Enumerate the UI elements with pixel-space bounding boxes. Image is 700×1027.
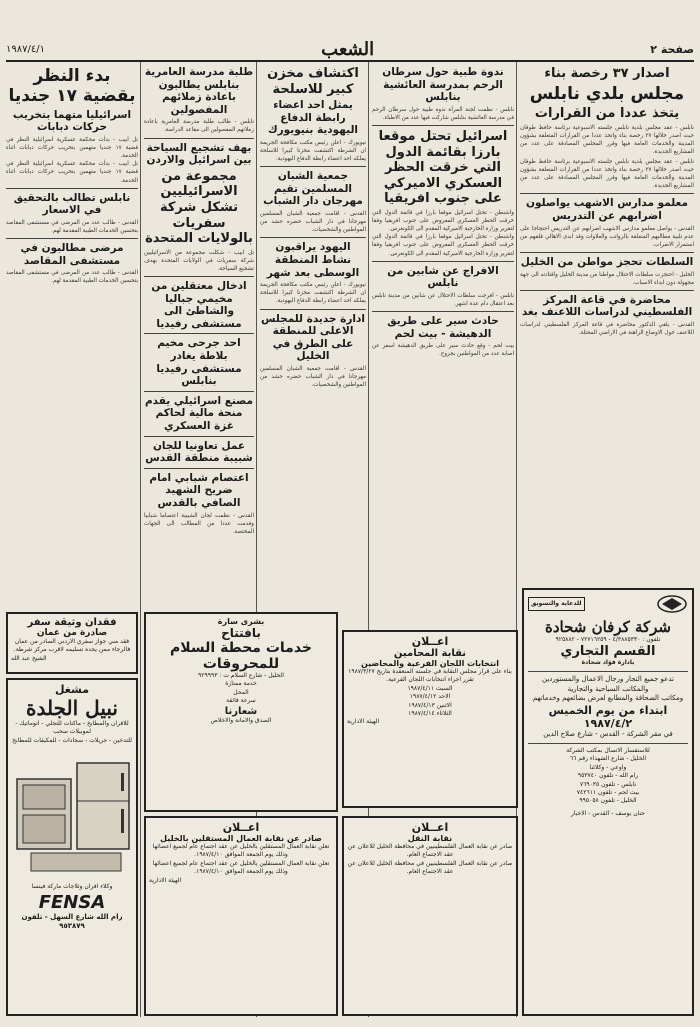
divider <box>372 311 514 312</box>
article-body: نيويورك - اعلن رئيس مكتب مكافحة الجريمة ان الشرطة اكتشفت مخزنا كبيرا للاسلحة يملكه احد اعضاء رابطة الدفاع اليهودية. <box>260 139 366 163</box>
company-offer: ومكاتب الصحافة والمطابع لعرض بضائعهم وخدماتهم <box>532 694 684 703</box>
divider <box>144 436 254 437</box>
article-headline: اسرائيل تحتل موقعا بارزا بقائمة الدول التي خرقت الحظر العسكري الاميركي على جنوب افريقيا <box>378 129 508 207</box>
notice-body: تعلن نقابة العمال المستقلين بالخليل عن عقد اجتماع عام لجميع اعضائها وذلك يوم الجمعة الموافق ١٩٨٧/٤/١٠. <box>152 843 330 859</box>
company-office-item: بيت لحم - تلفون ٧٤٢٦١١ <box>576 788 640 796</box>
ad-title: مشغل <box>54 683 90 696</box>
ad-title: فقدان وثيقة سفر <box>27 617 117 628</box>
article-headline: ادارة جديدة للمجلس الاعلى للمنطقة على الطرق في الخليل <box>261 312 365 363</box>
article-headline: بهف تشجيع السياحة بين اسرائيل والاردن <box>146 141 252 167</box>
notice-body: صادر عن نقابة العمال الفلسطينيين في محافظة الخليل للاعلان عن عقد الاجتماع العام. <box>347 859 513 876</box>
article-headline: ادخال معتقلين من مخيمي جباليا والشاطئ الى مستشفى رفيديا <box>151 280 247 330</box>
column-divider <box>140 62 141 1017</box>
notice-org: نقابة النقل <box>407 834 453 843</box>
ad-badge: للدعاية والتسويق <box>528 597 585 611</box>
workshop-ad <box>6 678 138 1016</box>
divider <box>372 261 514 262</box>
center-left-column <box>260 64 366 624</box>
notice-item: الثلاثاء ١٩٨٧/٤/١٤ <box>408 709 452 717</box>
article-body: تل ابيب - شكلت مجموعة من الاسرائيليين شركة سفريات في الولايات المتحدة بهدف تشجيع السياحة. <box>144 249 254 272</box>
article-headline: الافراج عن شابين من نابلس <box>387 264 499 290</box>
lawyers-union-notice <box>342 630 518 808</box>
article-headline: محاضرة في قاعة المركز الفلسطيني لدراسات اللاعنف بغد <box>521 293 693 319</box>
ad-service: المحل <box>233 688 249 696</box>
lost-document-ad <box>6 612 138 674</box>
ad-signature: الشيخ عبد الله <box>11 654 47 662</box>
company-manager: بادارة فؤاد شحادة <box>581 659 635 667</box>
page-number: صفحة ٢ <box>650 42 694 56</box>
divider <box>144 138 254 139</box>
article-headline: اليهود يراقبون نشاط المنطقة الوسطى بعد شهر <box>266 241 360 279</box>
article-headline: معلمو مدارس الاشهب يواصلون اضرابهم عن التدريس <box>526 197 688 223</box>
ad-subtitle: صادرة من عمان <box>36 628 108 638</box>
company-event: ابتداء من يوم الخميس ١٩٨٧/٤/٢ <box>548 704 668 731</box>
article-headline: ندوة طبية حول سرطان الرحم بمدرسة العائشية بنابلس <box>382 66 504 104</box>
masthead: الشعب <box>321 38 375 60</box>
left-column <box>6 64 138 604</box>
divider <box>372 125 514 126</box>
article-headline: مرضى مطالبون في مستشفى المقاصد <box>20 242 124 267</box>
company-office-item: الخليل - تلفون ٩٩٥٠٥٨ <box>579 797 637 805</box>
center-right-column <box>372 64 514 624</box>
notice-title: اعــلان <box>222 821 260 834</box>
notice-title: اعــلان <box>411 635 449 648</box>
article-body: تل ابيب - بدأت محكمة عسكرية اسرائيلية النظر في قضية ١٧ جنديا متهمين بتخريب حركات دبابات اثناء الخدمة. <box>6 136 138 160</box>
article-headline: احد جرحى مخيم بلاطة يغادر مستشفى رفيديا بنابلس <box>156 337 242 388</box>
ad-header <box>528 594 688 614</box>
article-headline: نابلس تطالب بالتحقيق في الاسعار <box>13 191 131 217</box>
workers-union-notice <box>144 816 338 1016</box>
divider <box>6 188 138 189</box>
transport-union-notice <box>342 816 518 1016</box>
appliance-illustration <box>11 749 135 879</box>
notice-sign: الهيئة الادارية <box>149 876 182 884</box>
ad-business-name: نبيل الجلدة <box>26 696 118 720</box>
company-office-item: نابلس - تلفون ٧٦٩٠٣٥ <box>579 780 637 788</box>
article-headline: جمعية الشبان المسلمين تقيم مهرجان دار الشباب <box>263 170 363 208</box>
article-body: القدس - اقامت جمعية الشبان المسلمين مهرجانا في دار الشباب حضره حشد من المواطنين والشخصيات. <box>260 211 366 234</box>
divider <box>144 468 254 469</box>
company-contact: للاستفسار الاتصال بمكتب الشركة <box>566 746 650 754</box>
article-headline: طلبة مدرسة العامرية بنابلس يطالبون باعادة زملائهم المفصولين <box>144 66 254 116</box>
left-mid-column <box>144 64 254 624</box>
divider <box>6 238 138 239</box>
divider <box>528 671 688 672</box>
notice-sign: الهيئة الادارية <box>347 718 380 726</box>
notice-title: اعــلان <box>411 821 449 834</box>
article-headline: اكتشاف مخزن كبير للاسلحة <box>267 66 359 97</box>
company-phones: تلفون : ٤/٣٨٨٥٣٣٠ - ٧٢٧١٦٢٥٩ - ٩٢٥٨٨٢ <box>555 636 661 643</box>
ad-slogan: الصدق والامانة والاخلاص <box>210 716 272 724</box>
notice-body: تعلن نقابة العمال المستقلين بالخليل عن عقد اجتماع عام لجميع اعضائها وذلك يوم الجمعة الموافق ١٩٨٧/٤/١٠. <box>152 859 330 876</box>
article-body: القدس - اقامت جمعية الشبان المسلمين مهرجانا في دار الشباب حضره حشد من المواطنين والشخصيات. <box>260 365 366 389</box>
article-headline: يتخذ عددا من القرارات <box>534 105 680 121</box>
notice-org: صادر عن نقابة العمال المستقلين بالخليل <box>160 834 322 843</box>
divider <box>520 252 694 253</box>
divider <box>144 333 254 334</box>
article-body: نابلس - نظمت لجنة المرأة ندوة طبية حول سرطان الرحم في مدرسة العائشية بنابلس شاركت فيها عدد من الاطباء. <box>372 106 514 121</box>
article-headline: السلطات تحجز مواطن من الخليل <box>520 255 694 268</box>
article-headline: بدء النظر بقضية ١٧ جنديا <box>8 66 136 107</box>
article-body: القدس - طالب عدد من المرضى في مستشفى المقاصد بتحسين الخدمات الطبية المقدمة لهم. <box>6 219 138 234</box>
company-offer: تدعو جميع التجار ورجال الاعمال والمستوردين والمكاتب السياحية والتجارية <box>542 674 674 693</box>
divider <box>520 193 694 194</box>
ad-title: بشرى سارة <box>217 617 265 626</box>
article-body: نابلس - عقد مجلس بلدية نابلس جلسته الاسبوعية برئاسة حافظ طوقان حيث اصدر خلالها ٣٧ رخصة بناء واتخذ عددا من القرارات المتعلقة بشؤون المدينة والخدمات العامة فيها وقرر المجلس المصادقة على عدد من المشاريع الجديدة. <box>520 159 694 190</box>
article-headline: مصنع اسرائيلي يقدم منحة مالية لحاكم غزة العسكري <box>144 394 254 433</box>
article-body: نابلس - طالب طلبة مدرسة العامرية باعادة زملائهم المفصولين الى مقاعد الدراسة. <box>144 119 254 134</box>
notice-item: السبت ١٩٨٧/٤/١١ <box>407 684 453 692</box>
ad-service: سرعة فائقة <box>226 697 256 705</box>
ad-slogan-title: شعارنا <box>224 705 258 717</box>
article-headline: مجموعة من الاسرائيليين تشكل شركة سفريات بالولايات المتحدة <box>145 168 253 247</box>
divider <box>144 391 254 392</box>
article-body: القدس - نظمت لجان الشبيبة اعتصاما شبابيا وقدمت عددا من المطالب الى الجهات المختصة. <box>144 512 254 535</box>
article-headline: اسرائيليا متهما بتخريب حركات دبابات <box>12 108 132 134</box>
notice-body: صادر عن نقابة العمال الفلسطينيين في محافظة الخليل للاعلان عن عقد الاجتماع العام. <box>347 843 513 859</box>
article-body: واشنطن - تحتل اسرائيل موقعا بارزا في قائمة الدول التي خرقت الحظر العسكري المفروض على جنوب افريقيا وفقا لتقرير وزارة الخارجية الاميركية المقدم الى الكونغرس. <box>372 209 514 233</box>
company-branch: القسم التجاري <box>560 644 656 660</box>
ad-text: للافران والمطابخ - ماكنات للتجلي - اتوماتيك - لموبيلات سحب <box>15 720 129 736</box>
company-footer: حنان يوسف - القدس - الاخبار <box>571 809 645 817</box>
article-headline: عمل تعاونيا للجان شبيبة منطقة القدس <box>145 439 253 465</box>
notice-body: بناء على قرار مجلس النقابة في جلسته المنعقدة بتاريخ ١٩٨٧/٣/٢٧ تقرر اجراء انتخابات اللجان الفرعية. <box>348 668 512 684</box>
issue-date: ١٩٨٧/٤/١ <box>6 43 45 55</box>
right-column <box>520 64 694 584</box>
ad-text: فقد مني جواز سفري الاردني الصادر من عمان فالرجاء ممن يجده تسليمه لاقرب مركز شرطة. <box>13 638 131 654</box>
ad-text: للتدخين - جريلات - سجادات - للمكيفات للمطابخ <box>12 736 132 744</box>
notice-subject: انتخابات اللجان الفرعية والمحاضين <box>361 659 499 668</box>
article-headline: مجلس بلدي نابلس <box>529 83 685 104</box>
ad-location: الخليل - شارع السلام ت : ٩٢٩٩٩٣ <box>198 672 284 679</box>
article-headline: اصدار ٣٧ رخصة بناء <box>544 66 670 81</box>
notice-org: نقابة المحامين <box>393 648 467 659</box>
article-body: الخليل - احتجزت سلطات الاحتلال مواطنا من مدينة الخليل واقتادته الى جهة مجهولة دون ابداء الاسباب. <box>520 271 694 286</box>
company-offices: واوعي - وكلائنا <box>589 763 627 771</box>
ad-service: خدمة ممتازة <box>225 680 257 688</box>
shehadeh-company-ad <box>522 588 694 1016</box>
divider <box>260 237 366 238</box>
divider <box>144 276 254 277</box>
page-header <box>6 38 694 62</box>
divider <box>520 290 694 291</box>
ad-agent-line: وكلاء افران وثلاجات ماركة فينسا <box>31 883 113 891</box>
ad-phone: رام الله شارع السهل - تلفون ٩٥٣٨٧٩ <box>21 912 123 931</box>
company-event-location: في مقر الشركة - القدس - شارع صلاح الدين <box>543 730 673 739</box>
divider <box>528 743 688 744</box>
company-office-item: رام الله - تلفون ٩٥٣٧٤٠ <box>577 772 639 780</box>
company-logo-icon <box>656 594 688 614</box>
article-body: نابلس - افرجت سلطات الاحتلال عن شابين من مدينة نابلس بعد اعتقال دام عدة اشهر. <box>372 292 514 307</box>
article-headline: اعتصام شبابي امام ضريح الشهيد الصافي بالقدس <box>149 471 249 509</box>
article-body: نابلس - عقد مجلس بلدية نابلس جلسته الاسبوعية برئاسة حافظ طوقان حيث اصدر خلالها ٣٧ رخصة بناء واتخذ عددا من القرارات المتعلقة بشؤون المدينة والخدمات العامة فيها وقرر المجلس المصادقة على عدد من المشاريع الجديدة. <box>520 124 694 155</box>
article-headline: حادث سير على طريق الدهيشة - بيت لحم <box>387 315 499 340</box>
brand-logo: FENSA <box>38 891 106 913</box>
article-headline: يمثل احد اعضاء رابطة الدفاع اليهودية بنيويورك <box>268 99 358 137</box>
article-body: القدس - يواصل معلمو مدارس الاشهب اضرابهم عن التدريس احتجاجا على عدم تلبية مطالبهم المتعلقة بالرواتب والعلاوات وقد ابدى الاهالي قلقهم من استمرار الاضراب. <box>520 225 694 248</box>
notice-item: الاحد ١٩٨٧/٤/١٢ <box>409 693 451 701</box>
article-body: واشنطن - تحتل اسرائيل موقعا بارزا في قائمة الدول التي خرقت الحظر العسكري المفروض على جنوب افريقيا وفقا لتقرير وزارة الخارجية الاميركية المقدم الى الكونغرس. <box>372 234 514 257</box>
divider <box>260 166 366 167</box>
article-body: القدس - طالب عدد من المرضى في مستشفى المقاصد بتحسين الخدمات الطبية المقدمة لهم. <box>6 270 138 285</box>
notice-item: الاثنين ١٩٨٧/٤/١٣ <box>408 701 452 709</box>
company-branch-address: الخليل - شارع الشهداء رقم ٦٦ <box>569 755 647 763</box>
article-body: القدس - يلقي الدكتور محاضرة في قاعة المركز الفلسطيني لدراسات اللاعنف حول الاوضاع الراهنة في الاراضي المحتلة. <box>520 321 694 337</box>
ad-business-name: خدمات محطة السلام للمحروقات <box>170 640 312 672</box>
gas-station-ad <box>144 612 338 812</box>
divider <box>260 309 366 310</box>
ad-subtitle: بافتتاح <box>221 626 261 640</box>
article-body: نيويورك - اعلن رئيس مكتب مكافحة الجريمة ان الشرطة اكتشفت مخزنا كبيرا للاسلحة يملكه احد اعضاء رابطة الدفاع اليهودية. <box>260 282 366 305</box>
company-name: شركة كرفان شحادة <box>544 618 671 636</box>
article-body: بيت لحم - وقع حادث سير على طريق الدهيشة اسفر عن اصابة عدد من المواطنين بجروح. <box>372 343 514 358</box>
article-body: تل ابيب - بدأت محكمة عسكرية اسرائيلية النظر في قضية ١٧ جنديا متهمين بتخريب حركات دبابات اثناء الخدمة. <box>6 161 138 184</box>
